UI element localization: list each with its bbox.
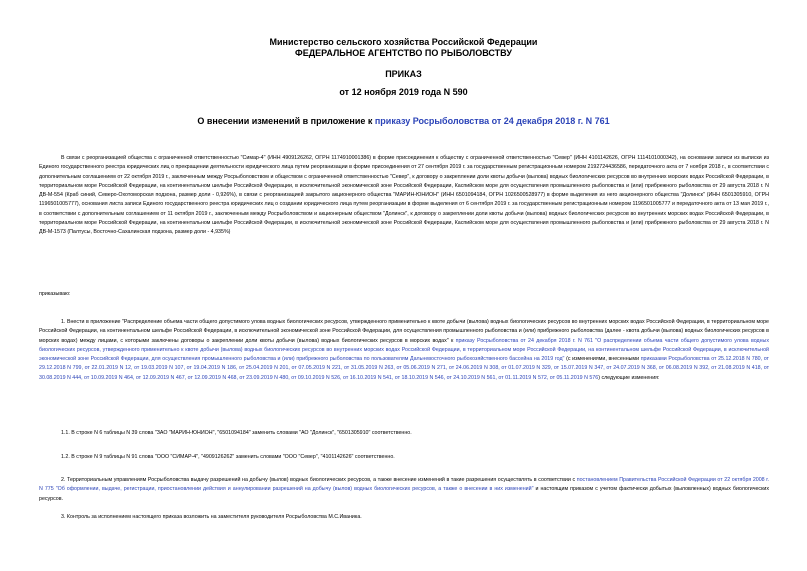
title-text: О внесении изменений в приложение к — [197, 116, 375, 126]
item-3-paragraph: 3. Контроль за исполнением настоящего приказа возложить на заместителя руководителя Росрыболовства М.С.Иваника. — [61, 514, 362, 520]
document-title — [0, 116, 807, 127]
title-order-link[interactable]: приказу Росрыболовства от 24 декабря 2018 г. N 761 — [374, 116, 610, 126]
item-1-text: 1. Внести в приложение "Распределение объема части общего допустимого улова водных биологических ресурсов, утвержденного применительно к квоте добычи (вылова) водных биологических ресурсов во внутренних морских водах Российской Федерации, в территориальном море Российской Федерации, на континентальном шельфе Российской Федерации, в исключительной экономической зоне Российской Федерации, для осуществления промышленного рыболовства и (или) прибрежного рыболовства (далее - квота добычи (вылова) водных биологических ресурсов в морских водах) между лицами, с которыми заключены договоры о закреплении доли квоты добычи (вылова) водных биологических ресурсов в морских водах" к — [39, 319, 769, 344]
order-word: приказываю: — [39, 291, 71, 297]
preamble-paragraph: В связи с реорганизацией общества с ограниченной ответственностью "Симар-4" (ИНН 4909126262, ОГРН 1174910001386) в форме присоединения к обществу с ограниченной ответственностью "Север" (ИНН 4101142626, ОГРН 1114101000342), на основании записи из выписки из Единого государственного реестра юридических лиц о прекращении деятельности юридического лица путем реорганизации в форме присоединения от 27 сентября 2019 г. за государственным регистрационным номером 2192724436586, передаточного акта от 7 ноября 2018 г., в соответствии с дополнительным соглашением от 22 октября 2019 г., заключенным между Росрыболовством и обществом с ограниченной ответственностью "Север", к договору о закреплении доли квоты добычи (вылова) водных биологических ресурсов во внутренних морских водах Российской Федерации, в территориальном море Российской Федерации, на континентальном шельфе Российской Федерации, в исключительной экономической зоне Российской Федерации, Каспийском море для осуществления промышленного рыболовства и (или) прибрежного рыболовства от 29 августа 2018 г. N ДВ-М-554 (Краб синий, Северо-Охотоморская подзона, размер доли - 0,926%), в связи с реорганизацией закрытого акционерного общества "МАРИН-ЮНИОН" (ИНН 6501094184, ОГРН 1026500528977) в форме выделения из него акционерного общества "Долинск" (ИНН 6501305910, ОГРН 1196501005777), основания листа записи Единого государственного реестра юридических лиц о создании юридического лица путем реорганизации в форме выделения от 6 сентября 2019 г. за государственным регистрационным номером 1196501005777 и передаточного акта от 13 мая 2019 г., в соответствии с дополнительным соглашением от 11 октября 2019 г., заключенным между Росрыболовством и акционерным обществом "Долинск", к договору о закреплении доли квоты добычи (вылова) водных биологических ресурсов во внутренних морских водах Российской Федерации, в территориальном море Российской Федерации, на континентальном шельфе Российской Федерации, в исключительной экономической зоне Российской Федерации, Каспийском море для осуществления промышленного рыболовства и (или) прибрежного рыболовства от 29 августа 2018 г. N ДВ-М-1573 (Палтусы, Восточно-Сахалинская подзона, размер доли - 4,935%) — [39, 155, 769, 236]
ministry-name: Министерство сельского хозяйства Российской Федерации — [269, 37, 538, 47]
document-date-number: от 12 ноября 2019 года N 590 — [339, 87, 468, 97]
order-761-link[interactable]: приказу Росрыболовства от 24 декабря 2018 г. N 761 "О распределении объема части общего допустимого улова водных биологических ресурсов, утвержденного применительно к квоте добычи (вылова) водных биологических ресурсов во внутренних морских водах Российской Федерации, в территориальном море Российской Федерации, на континентальном шельфе Российской Федерации, в исключительной экономической зоне Российской Федерации, для осуществления промышленного рыболовства и (или) прибрежного рыболовства по пользователям Дальневосточного рыбохозяйственного бассейна на 2019 год" — [39, 337, 770, 363]
item-1-1-paragraph: 1.1. В строке N 6 таблицы N 39 слова "ЗАО "МАРИН-ЮНИОН", "6501094184" заменить словами "АО "Долинск", "6501305910" соответственно. — [61, 430, 412, 436]
item-1-2-paragraph: 1.2. В строке N 9 таблицы N 91 слова "ООО "СИМАР-4", "4909126262" заменить словами "ООО "Север", "4101142626" соответственно. — [61, 454, 395, 460]
item-2-text: 2. Территориальным управлениям Росрыболовства выдачу разрешений на добычу (вылов) водных биологических ресурсов, а также внесение изменений в такие разрешения осуществлять в соответствии с — [61, 477, 577, 483]
item-1-mid: (с изменениями, внесенными — [564, 356, 641, 363]
amendments-links[interactable]: приказами Росрыболовства от 25.12.2018 N 780, от 29.12.2018 N 799, от 22.01.2019 N 12, от 19.03.2019 N 107, от 19.04.2019 N 186, от 25.04.2019 N 201, от 07.05.2019 N 221, от 31.05.2019 N 263, от 05.06.2019 N 271, от 24.06.2019 N 308, от 01.07.2019 N 329, от 15.07.2019 N 347, от 24.07.2019 N 368, от 06.08.2019 N 392, от 21.08.2019 N 418, от 30.08.2019 N 444, от 10.09.2019 N 464, от 12.09.2019 N 467, от 12.09.2019 N 468, от 23.09.2019 N 480, от 09.10.2019 N 526, от 16.10.2019 N 541, от 18.10.2019 N 546, от 24.10.2019 N 561, от 01.11.2019 N 572, от 05.11.2019 N 576 — [39, 356, 769, 381]
item-2-paragraph — [39, 476, 769, 504]
government-resolution-link[interactable]: постановлением Правительства Российской Федерации от 22 октября 2008 г. N 775 "Об оформлении, выдаче, регистрации, приостановлении действия и аннулировании разрешений на добычу (вылов) водных биологических ресурсов, а также о внесении в них изменений" — [39, 477, 769, 493]
item-1-end: ) следующие изменения: — [598, 374, 660, 381]
item-2-end: и настоящим приказом с учетом фактически добытых (выловленных) водных биологических ресурсов. — [39, 486, 769, 502]
agency-name: ФЕДЕРАЛЬНОЕ АГЕНТСТВО ПО РЫБОЛОВСТВУ — [295, 48, 512, 58]
document-type: ПРИКАЗ — [385, 69, 422, 79]
item-1-paragraph — [39, 318, 769, 383]
